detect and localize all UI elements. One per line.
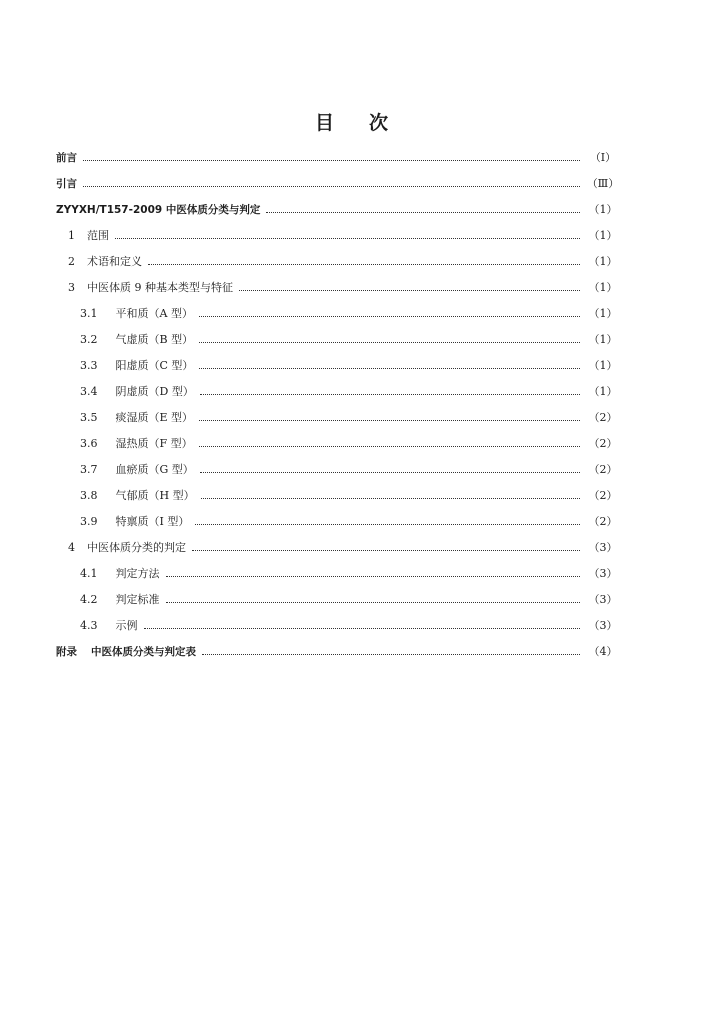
toc-row[interactable] [0, 459, 704, 479]
toc-number: 3.5 [80, 410, 98, 424]
toc-page-number: （1） [588, 359, 618, 372]
toc-number: 4 [68, 540, 75, 554]
dot-leader [144, 627, 581, 629]
toc-entry [80, 617, 138, 633]
toc-text: 痰湿质（E 型） [115, 411, 194, 424]
toc-entry [80, 513, 189, 529]
toc-text: 中医体质分类的判定 [87, 541, 186, 554]
toc-number: 3.7 [80, 462, 98, 476]
toc-row[interactable] [0, 329, 704, 349]
toc-text: 气虚质（B 型） [115, 333, 194, 346]
toc-row[interactable] [0, 147, 704, 167]
page-title [0, 108, 704, 135]
dot-leader [200, 393, 580, 395]
toc-entry [56, 150, 77, 165]
toc-entry [80, 565, 160, 581]
toc-entry [80, 409, 193, 425]
toc-text: 术语和定义 [87, 255, 142, 268]
toc-text: 阳虚质（C 型） [115, 359, 194, 372]
dot-leader [239, 289, 580, 291]
toc-row[interactable] [0, 251, 704, 271]
toc-text: 特禀质（I 型） [115, 515, 190, 528]
toc-row[interactable] [0, 277, 704, 297]
toc-text: 血瘀质（G 型） [115, 463, 194, 476]
toc-entry [68, 227, 109, 243]
toc-text: 范围 [87, 229, 109, 242]
toc-page-number: （1） [588, 255, 618, 268]
toc-number: 3.4 [80, 384, 98, 398]
dot-leader [166, 601, 581, 603]
toc-entry [56, 644, 196, 659]
toc-number: 3.9 [80, 514, 98, 528]
toc-page-number: （1） [588, 385, 618, 398]
toc-entry [80, 591, 160, 607]
toc-text: 判定方法 [115, 567, 160, 580]
toc-number: 4.2 [80, 592, 98, 606]
toc-page-number: （1） [588, 281, 618, 294]
dot-leader [266, 211, 580, 213]
title-char-1: 目 [314, 112, 335, 134]
toc-entry [80, 435, 193, 451]
toc-text: 前言 [56, 151, 77, 164]
dot-leader [148, 263, 580, 265]
toc-number: 2 [68, 254, 75, 268]
dot-leader [83, 185, 580, 187]
toc-entry [68, 279, 233, 295]
toc-page-number: （Ⅰ） [589, 151, 617, 164]
toc-row[interactable] [0, 199, 704, 219]
toc-page-number: （3） [588, 593, 618, 606]
toc-row[interactable] [0, 537, 704, 557]
toc-page-number: （1） [588, 307, 618, 320]
dot-leader [195, 523, 580, 525]
toc-row[interactable] [0, 173, 704, 193]
toc-page-number: （Ⅲ） [586, 177, 620, 190]
toc-row[interactable] [0, 511, 704, 531]
toc-entry [80, 331, 193, 347]
toc-entry [56, 176, 77, 191]
dot-leader [199, 315, 580, 317]
toc-row[interactable] [0, 381, 704, 401]
toc-text: 平和质（A 型） [115, 307, 193, 320]
toc-number: 3.8 [80, 488, 98, 502]
title-char-2: 次 [369, 112, 390, 134]
toc-page-number: （1） [588, 203, 618, 216]
toc-row[interactable] [0, 615, 704, 635]
toc-page-number: （3） [588, 567, 618, 580]
toc-row[interactable] [0, 641, 704, 661]
toc-number: 3 [68, 280, 75, 294]
dot-leader [201, 497, 580, 499]
toc-row[interactable] [0, 589, 704, 609]
dot-leader [199, 341, 580, 343]
toc-text: 湿热质（F 型） [115, 437, 193, 450]
toc-number: 3.6 [80, 436, 98, 450]
toc-number: 4.1 [80, 566, 98, 580]
dot-leader [115, 237, 580, 239]
toc-page-number: （2） [588, 437, 618, 450]
dot-leader [199, 367, 580, 369]
toc-number: 4.3 [80, 618, 98, 632]
toc-text: 判定标准 [115, 593, 160, 606]
toc-text: ZYYXH/T157-2009 中医体质分类与判定 [56, 203, 261, 216]
toc-text: 中医体质 9 种基本类型与特征 [87, 281, 233, 294]
toc-entry [56, 202, 260, 217]
toc-row[interactable] [0, 225, 704, 245]
toc-row[interactable] [0, 407, 704, 427]
toc-page-number: （3） [588, 619, 618, 632]
toc-entry [80, 305, 193, 321]
dot-leader [192, 549, 580, 551]
toc-entry [80, 461, 194, 477]
toc-entry [68, 539, 186, 555]
toc-entry [80, 357, 193, 373]
toc-number: 1 [68, 228, 75, 242]
toc-text: 阴虚质（D 型） [115, 385, 194, 398]
toc-entry [80, 383, 194, 399]
toc-page-number: （1） [588, 229, 618, 242]
dot-leader [202, 653, 580, 655]
toc-entry [68, 253, 142, 269]
toc-number: 附录 [56, 645, 77, 658]
toc-text: 气郁质（H 型） [115, 489, 195, 502]
toc-row[interactable] [0, 303, 704, 323]
toc-page-number: （2） [588, 489, 618, 502]
toc-text: 示例 [115, 619, 138, 632]
toc-row[interactable] [0, 355, 704, 375]
toc-page-number: （3） [588, 541, 618, 554]
dot-leader [83, 159, 580, 161]
toc-text: 中医体质分类与判定表 [91, 645, 196, 658]
dot-leader [200, 471, 580, 473]
toc-page-number: （2） [588, 463, 618, 476]
toc-number: 3.3 [80, 358, 98, 372]
dot-leader [166, 575, 581, 577]
toc-page-number: （2） [588, 515, 618, 528]
toc-number: 3.1 [80, 306, 98, 320]
toc-text: 引言 [56, 177, 77, 190]
toc-page-number: （4） [588, 645, 618, 658]
dot-leader [199, 445, 580, 447]
toc-row[interactable] [0, 485, 704, 505]
toc-page-number: （2） [588, 411, 618, 424]
toc-entry [80, 487, 195, 503]
toc-page-number: （1） [588, 333, 618, 346]
toc-row[interactable] [0, 563, 704, 583]
dot-leader [199, 419, 580, 421]
toc-number: 3.2 [80, 332, 98, 346]
toc-row[interactable] [0, 433, 704, 453]
